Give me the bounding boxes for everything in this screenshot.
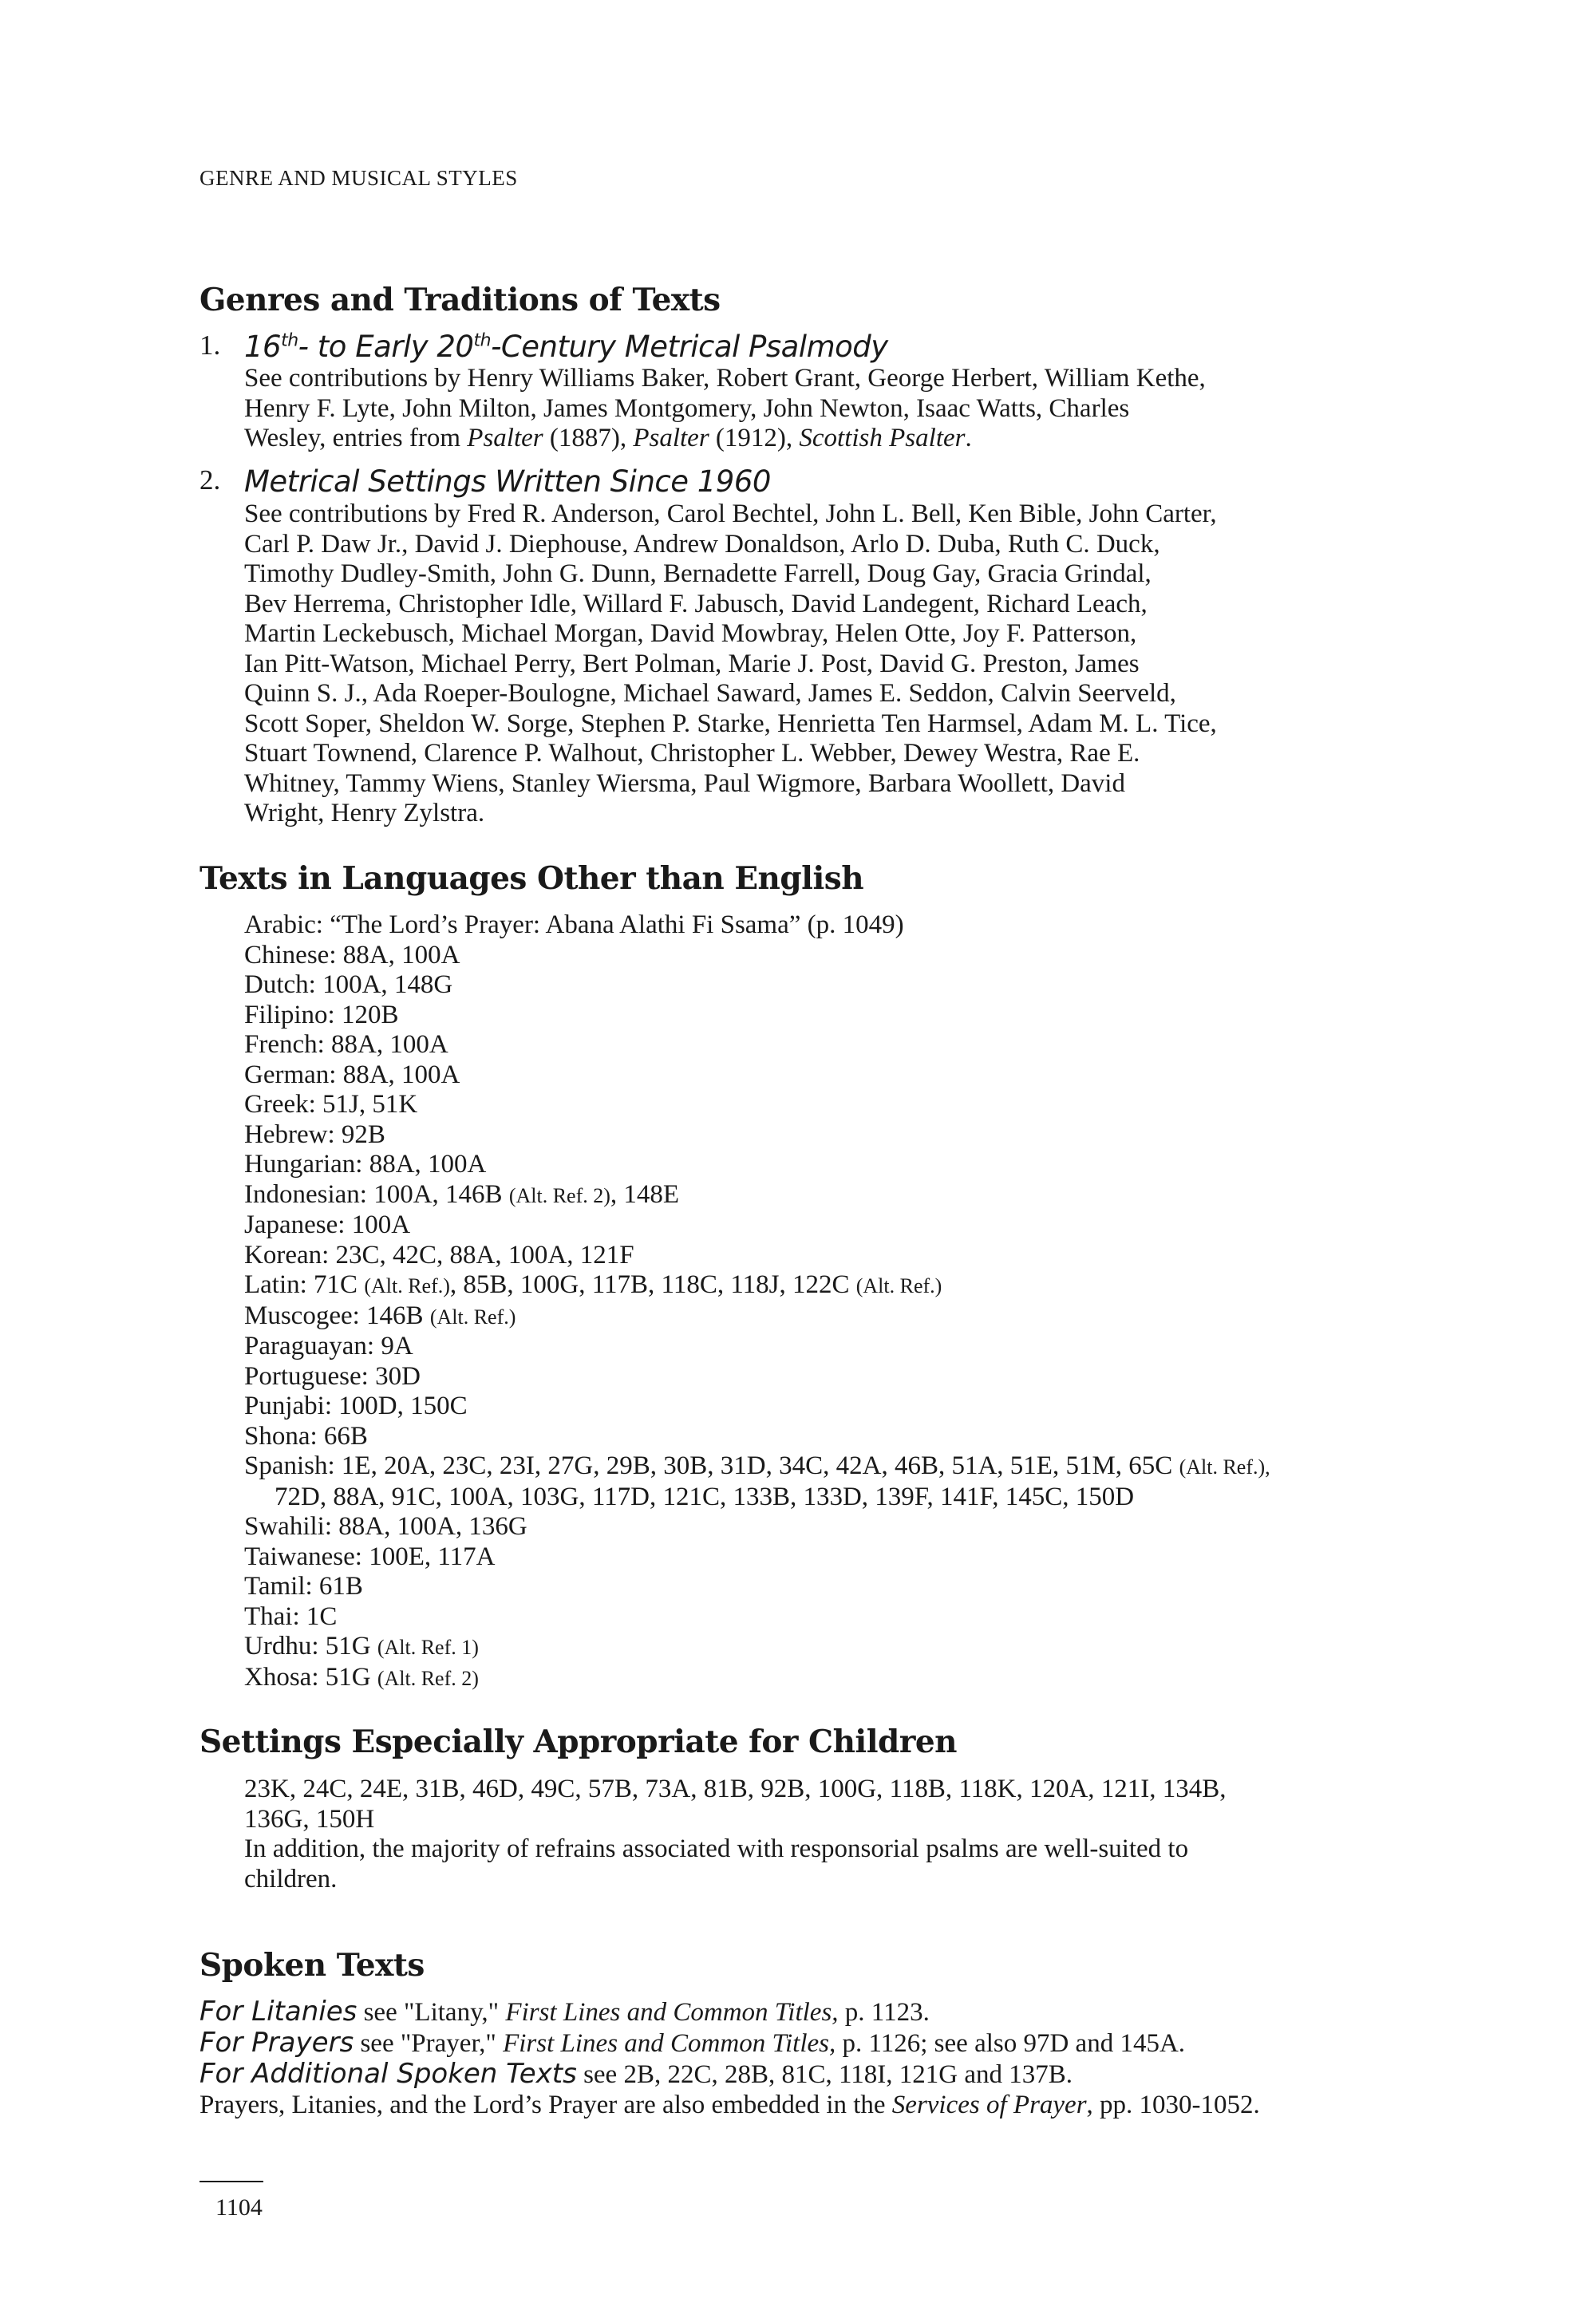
list-number: 1. (200, 330, 221, 361)
list-item: Indonesian: 100A, 146B (Alt. Ref. 2), 148E (244, 1179, 680, 1209)
spoken-litanies: For Litanies see "Litany," First Lines and Common Titles, p. 1123. (200, 1996, 930, 2028)
list-item: Japanese: 100A (244, 1210, 411, 1239)
spoken-prayers: For Prayers see "Prayer," First Lines and Common Titles, p. 1126; see also 97D and 145A. (200, 2027, 1186, 2059)
list-item: Korean: 23C, 42C, 88A, 100A, 121F (244, 1240, 634, 1270)
section-heading: Spoken Texts (200, 1947, 425, 1984)
spoken-embedded: Prayers, Litanies, and the Lord’s Prayer are also embedded in the Services of Prayer, pp. 1030-1052. (200, 2091, 1260, 2119)
section-genres (200, 282, 1396, 318)
spoken-body (200, 1996, 1396, 2120)
list-item: Xhosa: 51G (Alt. Ref. 2) (244, 1662, 479, 1692)
children-body: 23K, 24C, 24E, 31B, 46D, 49C, 57B, 73A, 81B, 92B, 100G, 118B, 118K, 120A, 121I, 134B, 136G, 150H In addition, the majority of refrains associated with responsorial psalms are well-suited to children. (244, 1775, 1227, 1893)
section-heading: Texts in Languages Other than English (200, 860, 864, 897)
list-item: Chinese: 88A, 100A (244, 940, 460, 969)
item-title: 16th- to Early 20th-Century Metrical Psalmody (244, 330, 888, 364)
list-item: Hungarian: 88A, 100A (244, 1150, 487, 1179)
list-item: Paraguayan: 9A (244, 1332, 413, 1360)
list-item: Dutch: 100A, 148G (244, 970, 453, 999)
footer-rule (200, 2181, 263, 2182)
list-item: French: 88A, 100A (244, 1030, 448, 1059)
spoken-additional: For Additional Spoken Texts see 2B, 22C, 28B, 81C, 118I, 121G and 137B. (200, 2058, 1073, 2090)
list-item: Filipino: 120B (244, 1000, 399, 1029)
list-item: Urdhu: 51G (Alt. Ref. 1) (244, 1632, 479, 1660)
languages-list (244, 910, 1393, 1693)
list-item: Arabic: “The Lord’s Prayer: Abana Alathi Fi Ssama” (p. 1049) (244, 910, 904, 939)
section-spoken (200, 1947, 1396, 1984)
item-2-body: See contributions by Fred R. Anderson, Carol Bechtel, John L. Bell, Ken Bible, John Carter, Carl P. Daw Jr., David J. Diephouse, Andrew Donaldson, Arlo D. Duba, Ruth C. Duck, Timothy Dudley-Smith, John G. Dunn, Bernadette Farrell, Doug Gay, Gracia Grindal, Bev Herrema, Christopher Idle, Willard F. Jabusch, David Landegent, Richard Leach, Martin Leckebusch, Michael Morgan, David Mowbray, Helen Otte, Joy F. Patterson, Ian Pitt-Watson, Michael Perry, Bert Polman, Marie J. Post, David G. Preston, James Quinn S. J., Ada Roeper-Boulogne, Michael Saward, James E. Seddon, Calvin Seerveld, Scott Soper, Sheldon W. Sorge, Stephen P. Starke, Henrietta Ten Harmsel, Adam M. L. Tice, Stuart Townend, Clarence P. Walhout, Christopher L. Webber, Dewey Westra, Rae E. Whitney, Tammy Wiens, Stanley Wiersma, Paul Wigmore, Barbara Woollett, David Wright, Henry Zylstra. (244, 500, 1217, 827)
section-children (200, 1724, 1396, 1760)
section-heading: Genres and Traditions of Texts (200, 282, 721, 318)
list-item: Greek: 51J, 51K (244, 1090, 418, 1119)
list-item: Spanish: 1E, 20A, 23C, 23I, 27G, 29B, 30B, 31D, 34C, 42A, 46B, 51A, 51E, 51M, 65C (Alt. Ref.), (244, 1451, 1270, 1480)
list-item: Shona: 66B (244, 1421, 368, 1451)
list-item: Muscogee: 146B (Alt. Ref.) (244, 1301, 516, 1330)
list-item: Thai: 1C (244, 1601, 338, 1631)
list-item: Portuguese: 30D (244, 1361, 421, 1391)
running-head: GENRE AND MUSICAL STYLES (200, 166, 518, 190)
list-item: Swahili: 88A, 100A, 136G (244, 1512, 527, 1541)
list-item: Latin: 71C (Alt. Ref.), 85B, 100G, 117B, 118C, 118J, 122C (Alt. Ref.) (244, 1270, 942, 1299)
list-item: Tamil: 61B (244, 1572, 363, 1601)
list-item: Hebrew: 92B (244, 1119, 385, 1149)
list-item: Punjabi: 100D, 150C (244, 1392, 468, 1420)
list-number: 2. (200, 464, 221, 496)
section-languages (200, 860, 1396, 897)
list-item-continuation: 72D, 88A, 91C, 100A, 103G, 117D, 121C, 133B, 133D, 139F, 141F, 145C, 150D (275, 1482, 1135, 1511)
item-1-body: See contributions by Henry Williams Baker, Robert Grant, George Herbert, William Kethe, Henry F. Lyte, John Milton, James Montgomery, John Newton, Isaac Watts, Charles Wesley, entries from Psalter (1887), Psalter (1912), Scottish Psalter. (244, 364, 1206, 452)
page-number: 1104 (215, 2194, 263, 2221)
section-heading: Settings Especially Appropriate for Children (200, 1724, 958, 1760)
list-item: German: 88A, 100A (244, 1060, 460, 1089)
list-item: Taiwanese: 100E, 117A (244, 1542, 496, 1571)
item-title: Metrical Settings Written Since 1960 (244, 464, 771, 499)
